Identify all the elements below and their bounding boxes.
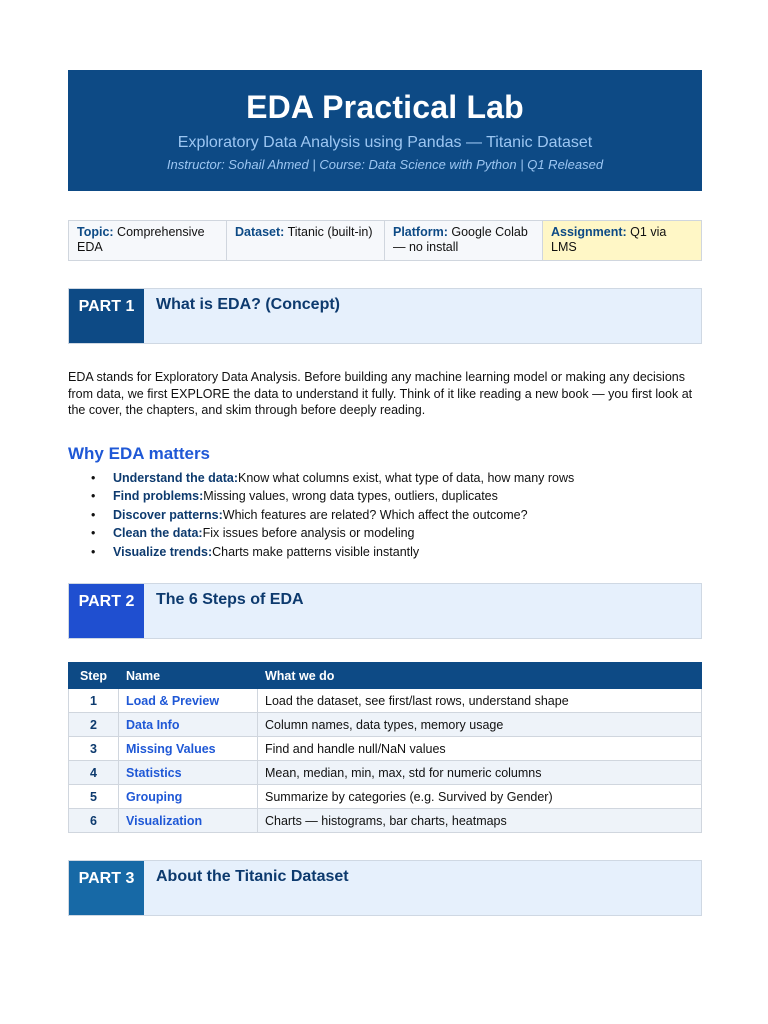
table-row (69, 809, 702, 833)
info-strip (68, 220, 702, 261)
step-description: Load the dataset, see first/last rows, understand shape (258, 689, 702, 713)
step-description: Find and handle null/NaN values (258, 737, 702, 761)
step-name: Grouping (119, 785, 258, 809)
table-row (69, 785, 702, 809)
info-topic: Topic: Comprehensive EDA (69, 221, 227, 260)
page-subtitle: Exploratory Data Analysis using Pandas — Titanic Dataset (177, 134, 593, 151)
part-3-header (68, 860, 702, 916)
step-number: 1 (69, 689, 119, 713)
part-1-badge: PART 1 (69, 289, 144, 343)
list-item: • Understand the data:Know what columns exist, what type of data, how many rows (91, 470, 575, 485)
part-2-header (68, 583, 702, 639)
eda-steps-table (68, 662, 702, 833)
step-number: 3 (69, 737, 119, 761)
step-description: Summarize by categories (e.g. Survived by Gender) (258, 785, 702, 809)
eda-intro-paragraph: EDA stands for Exploratory Data Analysis. Before building any machine learning model or making any decisions from data, we first EXPLORE the data to understand it fully. Think of it like reading a new book — you first look at the cover, the chapters, and skim through before deeply reading. (68, 370, 693, 417)
step-name: Statistics (119, 761, 258, 785)
list-item: • Find problems:Missing values, wrong data types, outliers, duplicates (91, 489, 498, 503)
step-name: Data Info (119, 713, 258, 737)
column-header-name: Name (119, 663, 258, 689)
document (68, 70, 702, 916)
info-dataset: Dataset: Titanic (built-in) (227, 221, 385, 260)
part-2-title: The 6 Steps of EDA (156, 591, 304, 608)
step-description: Column names, data types, memory usage (258, 713, 702, 737)
table-header-row (69, 663, 702, 689)
step-number: 2 (69, 713, 119, 737)
table-row (69, 761, 702, 785)
step-number: 6 (69, 809, 119, 833)
list-item: • Discover patterns:Which features are related? Which affect the outcome? (91, 507, 528, 522)
column-header-step: Step (69, 663, 119, 689)
part-3-badge: PART 3 (69, 861, 144, 915)
step-number: 5 (69, 785, 119, 809)
step-name: Missing Values (119, 737, 258, 761)
list-item: • Visualize trends:Charts make patterns visible instantly (91, 544, 420, 559)
step-description: Charts — histograms, bar charts, heatmaps (258, 809, 702, 833)
step-name: Visualization (119, 809, 258, 833)
part-1-header (68, 288, 702, 344)
step-number: 4 (69, 761, 119, 785)
part-2-badge: PART 2 (69, 584, 144, 638)
why-eda-list (68, 469, 702, 562)
info-platform: Platform: Google Colab — no install (385, 221, 543, 260)
header-banner (68, 70, 702, 191)
part-1-title: What is EDA? (Concept) (156, 296, 340, 313)
why-eda-heading: Why EDA matters (68, 443, 211, 463)
part-3-title: About the Titanic Dataset (156, 868, 349, 885)
table-row (69, 713, 702, 737)
step-name: Load & Preview (119, 689, 258, 713)
page-title: EDA Practical Lab (246, 89, 524, 125)
list-item: • Clean the data:Fix issues before analysis or modeling (91, 526, 415, 540)
info-assignment: Assignment: Q1 via LMS (543, 221, 701, 260)
course-meta: Instructor: Sohail Ahmed | Course: Data Science with Python | Q1 Released (166, 157, 604, 172)
step-description: Mean, median, min, max, std for numeric columns (258, 761, 702, 785)
table-row (69, 689, 702, 713)
column-header-what: What we do (258, 663, 702, 689)
table-row (69, 737, 702, 761)
